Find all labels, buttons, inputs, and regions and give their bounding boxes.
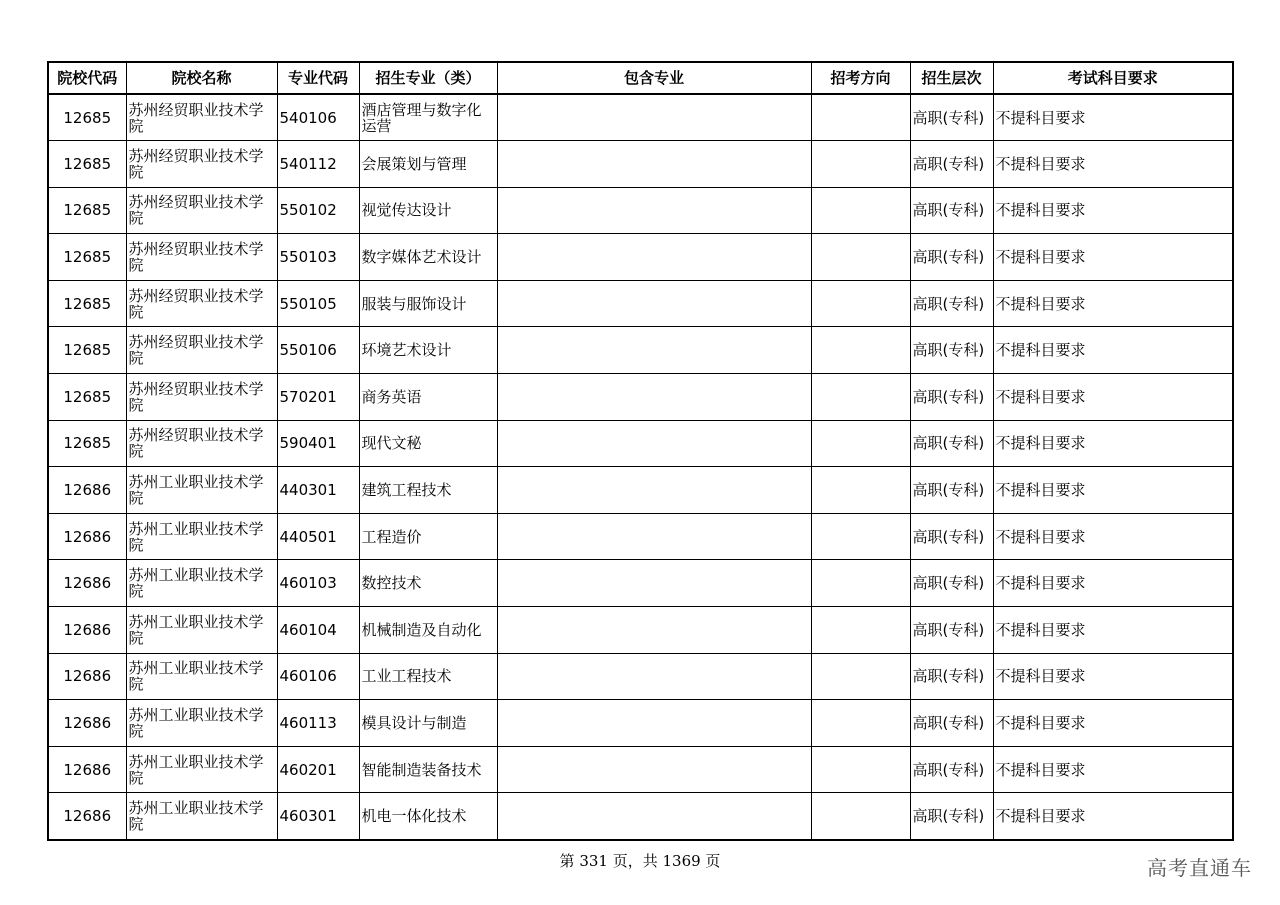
subject-requirement-cell: 不提科目要求	[993, 513, 1233, 560]
subject-requirement-cell: 不提科目要求	[993, 607, 1233, 654]
school-code-cell: 12685	[48, 187, 126, 234]
direction-cell	[811, 513, 910, 560]
subject-requirement-cell: 不提科目要求	[993, 793, 1233, 840]
school-code-cell: 12685	[48, 420, 126, 467]
major-name-cell: 机械制造及自动化	[359, 607, 497, 654]
header-school-code: 院校代码	[48, 62, 126, 94]
school-name-cell: 苏州经贸职业技术学院	[126, 280, 277, 327]
included-majors-cell	[497, 607, 811, 654]
table-row	[48, 700, 1233, 747]
table-header-row	[48, 62, 1233, 94]
major-code-cell: 590401	[277, 420, 359, 467]
table-row	[48, 94, 1233, 141]
included-majors-cell	[497, 94, 811, 141]
level-cell: 高职(专科)	[910, 513, 993, 560]
subject-requirement-cell: 不提科目要求	[993, 467, 1233, 514]
major-name-cell: 服装与服饰设计	[359, 280, 497, 327]
level-cell: 高职(专科)	[910, 793, 993, 840]
major-name-cell: 工业工程技术	[359, 653, 497, 700]
direction-cell	[811, 327, 910, 374]
level-cell: 高职(专科)	[910, 234, 993, 281]
included-majors-cell	[497, 513, 811, 560]
included-majors-cell	[497, 420, 811, 467]
level-cell: 高职(专科)	[910, 141, 993, 188]
direction-cell	[811, 374, 910, 421]
direction-cell	[811, 467, 910, 514]
subject-requirement-cell: 不提科目要求	[993, 187, 1233, 234]
major-name-cell: 现代文秘	[359, 420, 497, 467]
school-name-cell: 苏州工业职业技术学院	[126, 653, 277, 700]
included-majors-cell	[497, 280, 811, 327]
included-majors-cell	[497, 327, 811, 374]
direction-cell	[811, 141, 910, 188]
level-cell: 高职(专科)	[910, 280, 993, 327]
major-name-cell: 商务英语	[359, 374, 497, 421]
header-level: 招生层次	[910, 62, 993, 94]
direction-cell	[811, 607, 910, 654]
header-school-name: 院校名称	[126, 62, 277, 94]
table-row	[48, 187, 1233, 234]
major-code-cell: 460113	[277, 700, 359, 747]
major-code-cell: 570201	[277, 374, 359, 421]
major-code-cell: 460301	[277, 793, 359, 840]
level-cell: 高职(专科)	[910, 374, 993, 421]
table-row	[48, 420, 1233, 467]
direction-cell	[811, 793, 910, 840]
school-code-cell: 12685	[48, 94, 126, 141]
school-name-cell: 苏州工业职业技术学院	[126, 513, 277, 560]
school-code-cell: 12685	[48, 327, 126, 374]
table-row	[48, 234, 1233, 281]
direction-cell	[811, 234, 910, 281]
subject-requirement-cell: 不提科目要求	[993, 94, 1233, 141]
school-code-cell: 12685	[48, 141, 126, 188]
table-row	[48, 513, 1233, 560]
school-code-cell: 12686	[48, 513, 126, 560]
major-name-cell: 建筑工程技术	[359, 467, 497, 514]
school-name-cell: 苏州工业职业技术学院	[126, 700, 277, 747]
major-name-cell: 视觉传达设计	[359, 187, 497, 234]
major-name-cell: 酒店管理与数字化运营	[359, 94, 497, 141]
included-majors-cell	[497, 653, 811, 700]
major-code-cell: 460104	[277, 607, 359, 654]
major-code-cell: 460106	[277, 653, 359, 700]
included-majors-cell	[497, 187, 811, 234]
table-body	[48, 94, 1233, 840]
table-row	[48, 280, 1233, 327]
direction-cell	[811, 560, 910, 607]
included-majors-cell	[497, 374, 811, 421]
school-code-cell: 12686	[48, 607, 126, 654]
subject-requirement-cell: 不提科目要求	[993, 560, 1233, 607]
table-row	[48, 793, 1233, 840]
school-name-cell: 苏州经贸职业技术学院	[126, 374, 277, 421]
school-name-cell: 苏州经贸职业技术学院	[126, 420, 277, 467]
included-majors-cell	[497, 700, 811, 747]
header-major-code: 专业代码	[277, 62, 359, 94]
major-code-cell: 550103	[277, 234, 359, 281]
major-name-cell: 数控技术	[359, 560, 497, 607]
major-name-cell: 环境艺术设计	[359, 327, 497, 374]
school-name-cell: 苏州经贸职业技术学院	[126, 94, 277, 141]
included-majors-cell	[497, 141, 811, 188]
table-row	[48, 560, 1233, 607]
school-name-cell: 苏州工业职业技术学院	[126, 793, 277, 840]
school-code-cell: 12686	[48, 700, 126, 747]
direction-cell	[811, 94, 910, 141]
direction-cell	[811, 420, 910, 467]
table-row	[48, 607, 1233, 654]
level-cell: 高职(专科)	[910, 327, 993, 374]
subject-requirement-cell: 不提科目要求	[993, 280, 1233, 327]
included-majors-cell	[497, 467, 811, 514]
school-code-cell: 12686	[48, 653, 126, 700]
major-code-cell: 550105	[277, 280, 359, 327]
subject-requirement-cell: 不提科目要求	[993, 746, 1233, 793]
major-code-cell: 460103	[277, 560, 359, 607]
major-code-cell: 440501	[277, 513, 359, 560]
school-name-cell: 苏州经贸职业技术学院	[126, 187, 277, 234]
school-name-cell: 苏州经贸职业技术学院	[126, 327, 277, 374]
level-cell: 高职(专科)	[910, 607, 993, 654]
level-cell: 高职(专科)	[910, 653, 993, 700]
major-name-cell: 机电一体化技术	[359, 793, 497, 840]
direction-cell	[811, 746, 910, 793]
header-included-majors: 包含专业	[497, 62, 811, 94]
school-code-cell: 12686	[48, 746, 126, 793]
major-code-cell: 550102	[277, 187, 359, 234]
subject-requirement-cell: 不提科目要求	[993, 653, 1233, 700]
school-name-cell: 苏州经贸职业技术学院	[126, 234, 277, 281]
school-code-cell: 12686	[48, 467, 126, 514]
level-cell: 高职(专科)	[910, 187, 993, 234]
level-cell: 高职(专科)	[910, 94, 993, 141]
major-name-cell: 会展策划与管理	[359, 141, 497, 188]
school-code-cell: 12685	[48, 234, 126, 281]
level-cell: 高职(专科)	[910, 700, 993, 747]
school-name-cell: 苏州经贸职业技术学院	[126, 141, 277, 188]
school-name-cell: 苏州工业职业技术学院	[126, 746, 277, 793]
major-name-cell: 智能制造装备技术	[359, 746, 497, 793]
school-code-cell: 12686	[48, 793, 126, 840]
school-name-cell: 苏州工业职业技术学院	[126, 607, 277, 654]
level-cell: 高职(专科)	[910, 420, 993, 467]
header-subject-requirement: 考试科目要求	[993, 62, 1233, 94]
major-code-cell: 440301	[277, 467, 359, 514]
page-number: 第 331 页，共 1369 页	[559, 852, 721, 870]
school-name-cell: 苏州工业职业技术学院	[126, 467, 277, 514]
level-cell: 高职(专科)	[910, 560, 993, 607]
admissions-table	[47, 61, 1234, 841]
header-direction: 招考方向	[811, 62, 910, 94]
direction-cell	[811, 700, 910, 747]
subject-requirement-cell: 不提科目要求	[993, 420, 1233, 467]
major-name-cell: 数字媒体艺术设计	[359, 234, 497, 281]
major-code-cell: 540112	[277, 141, 359, 188]
table-row	[48, 141, 1233, 188]
school-code-cell: 12685	[48, 280, 126, 327]
table-row	[48, 746, 1233, 793]
school-code-cell: 12686	[48, 560, 126, 607]
school-name-cell: 苏州工业职业技术学院	[126, 560, 277, 607]
level-cell: 高职(专科)	[910, 467, 993, 514]
subject-requirement-cell: 不提科目要求	[993, 327, 1233, 374]
included-majors-cell	[497, 746, 811, 793]
subject-requirement-cell: 不提科目要求	[993, 234, 1233, 281]
direction-cell	[811, 187, 910, 234]
major-name-cell: 模具设计与制造	[359, 700, 497, 747]
watermark: 高考直通车	[1147, 856, 1252, 880]
level-cell: 高职(专科)	[910, 746, 993, 793]
major-code-cell: 460201	[277, 746, 359, 793]
major-name-cell: 工程造价	[359, 513, 497, 560]
header-major-name: 招生专业（类）	[359, 62, 497, 94]
included-majors-cell	[497, 793, 811, 840]
included-majors-cell	[497, 560, 811, 607]
school-code-cell: 12685	[48, 374, 126, 421]
table-row	[48, 467, 1233, 514]
major-code-cell: 550106	[277, 327, 359, 374]
table-row	[48, 374, 1233, 421]
major-code-cell: 540106	[277, 94, 359, 141]
subject-requirement-cell: 不提科目要求	[993, 141, 1233, 188]
direction-cell	[811, 280, 910, 327]
subject-requirement-cell: 不提科目要求	[993, 374, 1233, 421]
table-row	[48, 653, 1233, 700]
direction-cell	[811, 653, 910, 700]
subject-requirement-cell: 不提科目要求	[993, 700, 1233, 747]
included-majors-cell	[497, 234, 811, 281]
table-row	[48, 327, 1233, 374]
